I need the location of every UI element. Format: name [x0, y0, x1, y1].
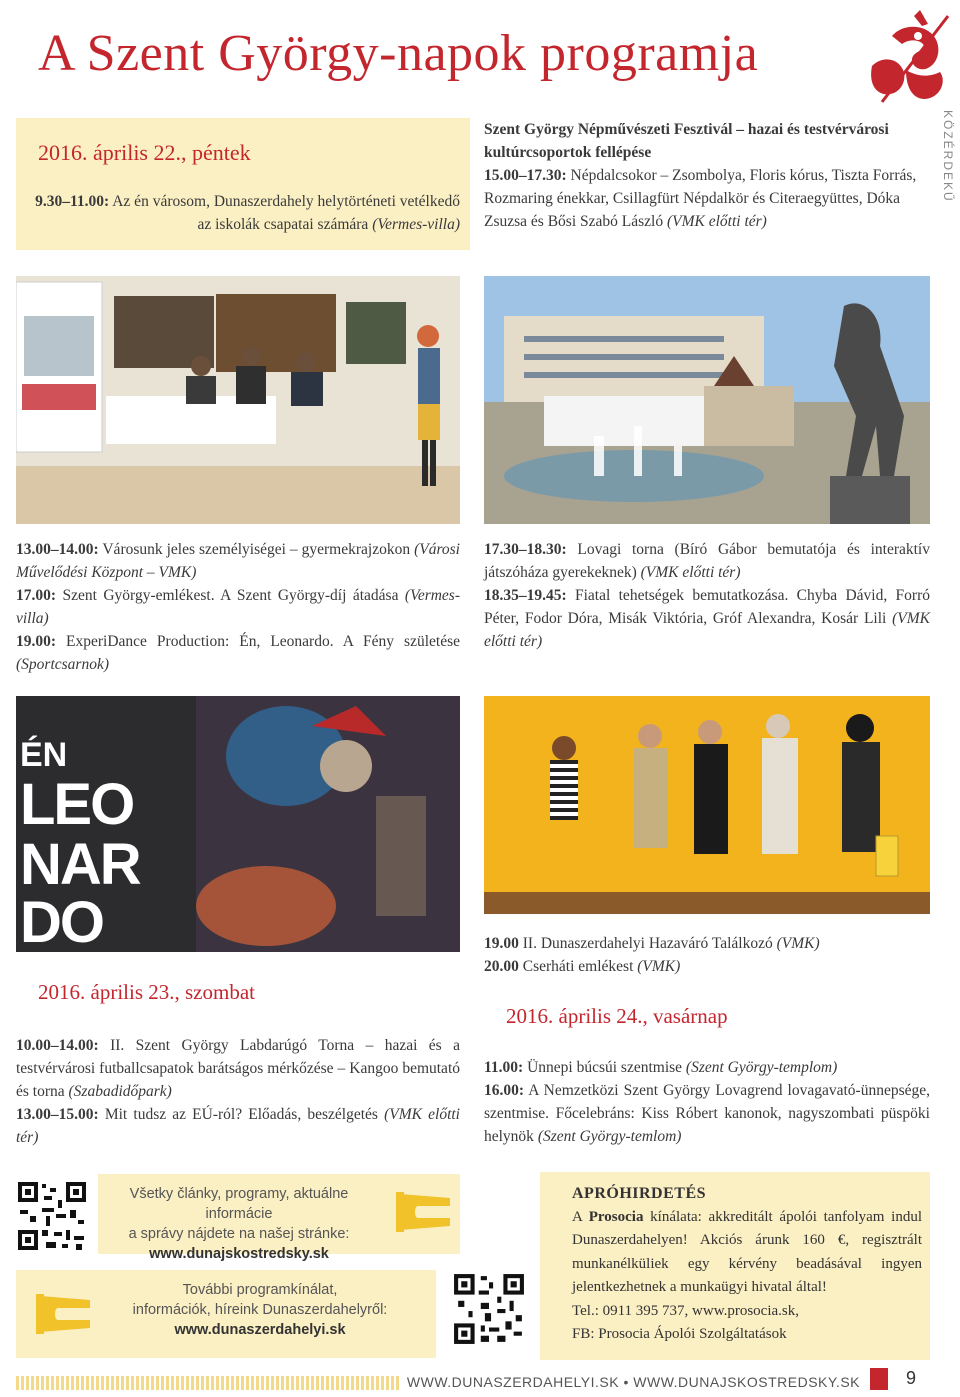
- page-number-marker: [870, 1368, 888, 1390]
- promo2-url[interactable]: www.dunaszerdahelyi.sk: [174, 1322, 346, 1338]
- event-text: Lovagi torna (Bíró Gábor bemutatója és interaktív játszóháza gyerekeknek): [484, 541, 930, 581]
- promo1-line2: a správy nájdete na našej stránke:: [128, 1226, 350, 1242]
- event-time: 19.00: [484, 935, 519, 952]
- event-time: 11.00:: [484, 1059, 524, 1076]
- ad-pre: A: [572, 1208, 589, 1225]
- event-place: (Vermes-villa): [372, 216, 460, 233]
- leonardo-poster: [16, 696, 460, 952]
- poster-line-3: NAR: [20, 832, 140, 897]
- promo2-line1: További programkínálat,: [182, 1282, 338, 1298]
- day1-events-left: [16, 538, 460, 676]
- event-text: Mit tudsz az EÚ-ról? Előadás, beszélgetés: [98, 1106, 385, 1123]
- ad-tel: Tel.: 0911 395 737, www.prosocia.sk,: [572, 1302, 799, 1319]
- poster-line-4: DO: [20, 890, 103, 952]
- event-place: (Szent György-temlom): [537, 1128, 682, 1145]
- event-text: A Nemzetközi Szent György Lovagrend lovagavató-ünnepsége, szentmise. Főcelebráns: Kiss Róbert kanonok, nagyszombati püspöki helynök: [484, 1082, 930, 1145]
- ad-fb: FB: Prosocia Ápolói Szolgáltatások: [572, 1326, 787, 1342]
- event-place: (VMK előtti tér): [484, 610, 930, 650]
- day2-date: 2016. április 23., szombat: [38, 980, 255, 1004]
- event-young-talents: [484, 584, 930, 653]
- event-text: Fiatal tehetségek bemutatkozása. Chyba Dávid, Forró Péter, Fodor Dóra, Misák Viktória, Gróf Alexandra, Kosár Lili: [484, 587, 930, 627]
- event-time: 13.00–14.00:: [16, 541, 99, 558]
- square-photo: [484, 276, 930, 524]
- section-label-text: KÖZÉRDEKŰ: [941, 110, 955, 203]
- event-football: [16, 1034, 460, 1103]
- section-label: [937, 110, 957, 210]
- event-cserhati: [484, 955, 930, 978]
- event-time: 10.00–14.00:: [16, 1037, 99, 1054]
- ceremony-photo: [16, 276, 460, 524]
- event-text: Városunk jeles személyiségei – gyermekrajzokon: [98, 541, 415, 558]
- event-time: 20.00: [484, 958, 519, 975]
- event-place: (VMK előtti tér): [666, 213, 767, 230]
- event-place: (Sportcsarnok): [16, 656, 109, 673]
- event-place: (Vermes-villa): [16, 587, 460, 627]
- event-place: (VMK előtti tér): [640, 564, 741, 581]
- festival-title: Szent György Népművészeti Fesztivál – hazai és testvérvárosi kultúrcsoportok fellépése: [484, 121, 889, 161]
- event-place: (VMK): [637, 958, 681, 975]
- promo-box-hungarian: [16, 1270, 436, 1358]
- event-text: Népdalcsokor – Zsombolya, Floris kórus, Tiszta Forrás, Rozmaring énekkar, Csillagfürt Népdalkör és Citeraegyüttes, Dóka Zsuzsa és Bősi Szabó László: [484, 167, 917, 230]
- event-time: 16.00:: [484, 1082, 525, 1099]
- event-text: II. Szent György Labdarúgó Torna – hazai és a testvérvárosi futballcsapatok barátságos mérkőzése – Kangoo bemutató és torna: [16, 1037, 460, 1100]
- event-experidance: [16, 630, 460, 676]
- promo1-line1: Všetky články, programy, aktuálne informácie: [129, 1186, 349, 1222]
- day1-event1: [30, 190, 460, 236]
- event-text: Szent György-emlékest. A Szent György-díj átadása: [56, 587, 405, 604]
- page-number: 9: [906, 1368, 917, 1388]
- saint-george-dragon-logo: [862, 6, 954, 106]
- event-time: 13.00–15.00:: [16, 1106, 99, 1123]
- promo-box-slovak: [98, 1174, 460, 1262]
- poster-line-1: ÉN: [20, 736, 68, 774]
- day1-evening-events: [484, 932, 930, 978]
- classified-ad-box: [540, 1172, 930, 1360]
- event-eu-talk: [16, 1103, 460, 1149]
- event-time: 17.30–18.30:: [484, 541, 567, 558]
- event-text: II. Dunaszerdahelyi Hazaváró Találkozó: [518, 935, 777, 952]
- footer-decoration: [16, 1376, 400, 1390]
- footer-sites: WWW.DUNASZERDAHELYI.SK • WWW.DUNAJSKOSTREDSKY.SK: [406, 1374, 860, 1390]
- day1-events-right: [484, 538, 930, 653]
- ad-brand: Prosocia: [588, 1208, 644, 1225]
- event-text: ExperiDance Production: Én, Leonardo. A Fény születése: [56, 633, 460, 650]
- day1-date: 2016. április 22., péntek: [38, 140, 251, 165]
- event-place: (VMK): [776, 935, 820, 952]
- qr-code-icon[interactable]: [16, 1180, 88, 1252]
- promo2-line2: információk, híreink Dunaszerdahelyről:: [132, 1302, 388, 1318]
- event-time: 17.00:: [16, 587, 57, 604]
- dunaszerdahelyi-logo-icon: [36, 1288, 94, 1338]
- event-time: 9.30–11.00:: [35, 193, 110, 210]
- award-ceremony-photo: [484, 696, 930, 914]
- event-place: (Szent György-templom): [685, 1059, 838, 1076]
- event-text: Ünnepi búcsúi szentmise: [523, 1059, 686, 1076]
- event-place: (Szabadidőpark): [68, 1083, 172, 1100]
- ad-heading: APRÓHIRDETÉS: [572, 1185, 707, 1202]
- day2-events: [16, 1034, 460, 1149]
- qr-code-icon[interactable]: [452, 1272, 526, 1346]
- event-text: Az én városom, Dunaszerdahely helytörténeti vetélkedő az iskolák csapatai számára: [109, 193, 460, 233]
- event-memorial-evening: [16, 584, 460, 630]
- day3-events: [484, 1056, 930, 1148]
- event-time: 18.35–19.45:: [484, 587, 567, 604]
- event-children-drawings: [16, 538, 460, 584]
- event-homecoming: [484, 932, 930, 955]
- ad-text: kínálata: akkreditált ápolói tanfolyam indul Dunaszerdahelyen! Akciós árunk 160 €, regisztrált munkanélküliek egy kérvény beadásával ingyen jelentkezhetnek a munkaügyi hivatal által!: [572, 1208, 922, 1295]
- event-place: (Városi Művelődési Központ – VMK): [16, 541, 460, 581]
- event-text: Cserháti emlékest: [518, 958, 638, 975]
- festival-event: [484, 164, 930, 233]
- promo1-url[interactable]: www.dunajskostredsky.sk: [149, 1246, 329, 1262]
- ad-body: [572, 1206, 922, 1300]
- event-place: (VMK előtti tér): [16, 1106, 460, 1146]
- dunajskostredsky-logo-icon: [396, 1188, 454, 1236]
- poster-line-2: LEO: [20, 772, 134, 837]
- festival-block: [484, 118, 930, 233]
- page-title: A Szent György-napok programja: [38, 25, 759, 82]
- day3-date: 2016. április 24., vasárnap: [506, 1004, 728, 1028]
- event-holy-mass: [484, 1056, 930, 1079]
- event-knight-tournament: [484, 538, 930, 584]
- event-time: 15.00–17.30:: [484, 167, 567, 184]
- event-time: 19.00:: [16, 633, 57, 650]
- event-knight-order: [484, 1079, 930, 1148]
